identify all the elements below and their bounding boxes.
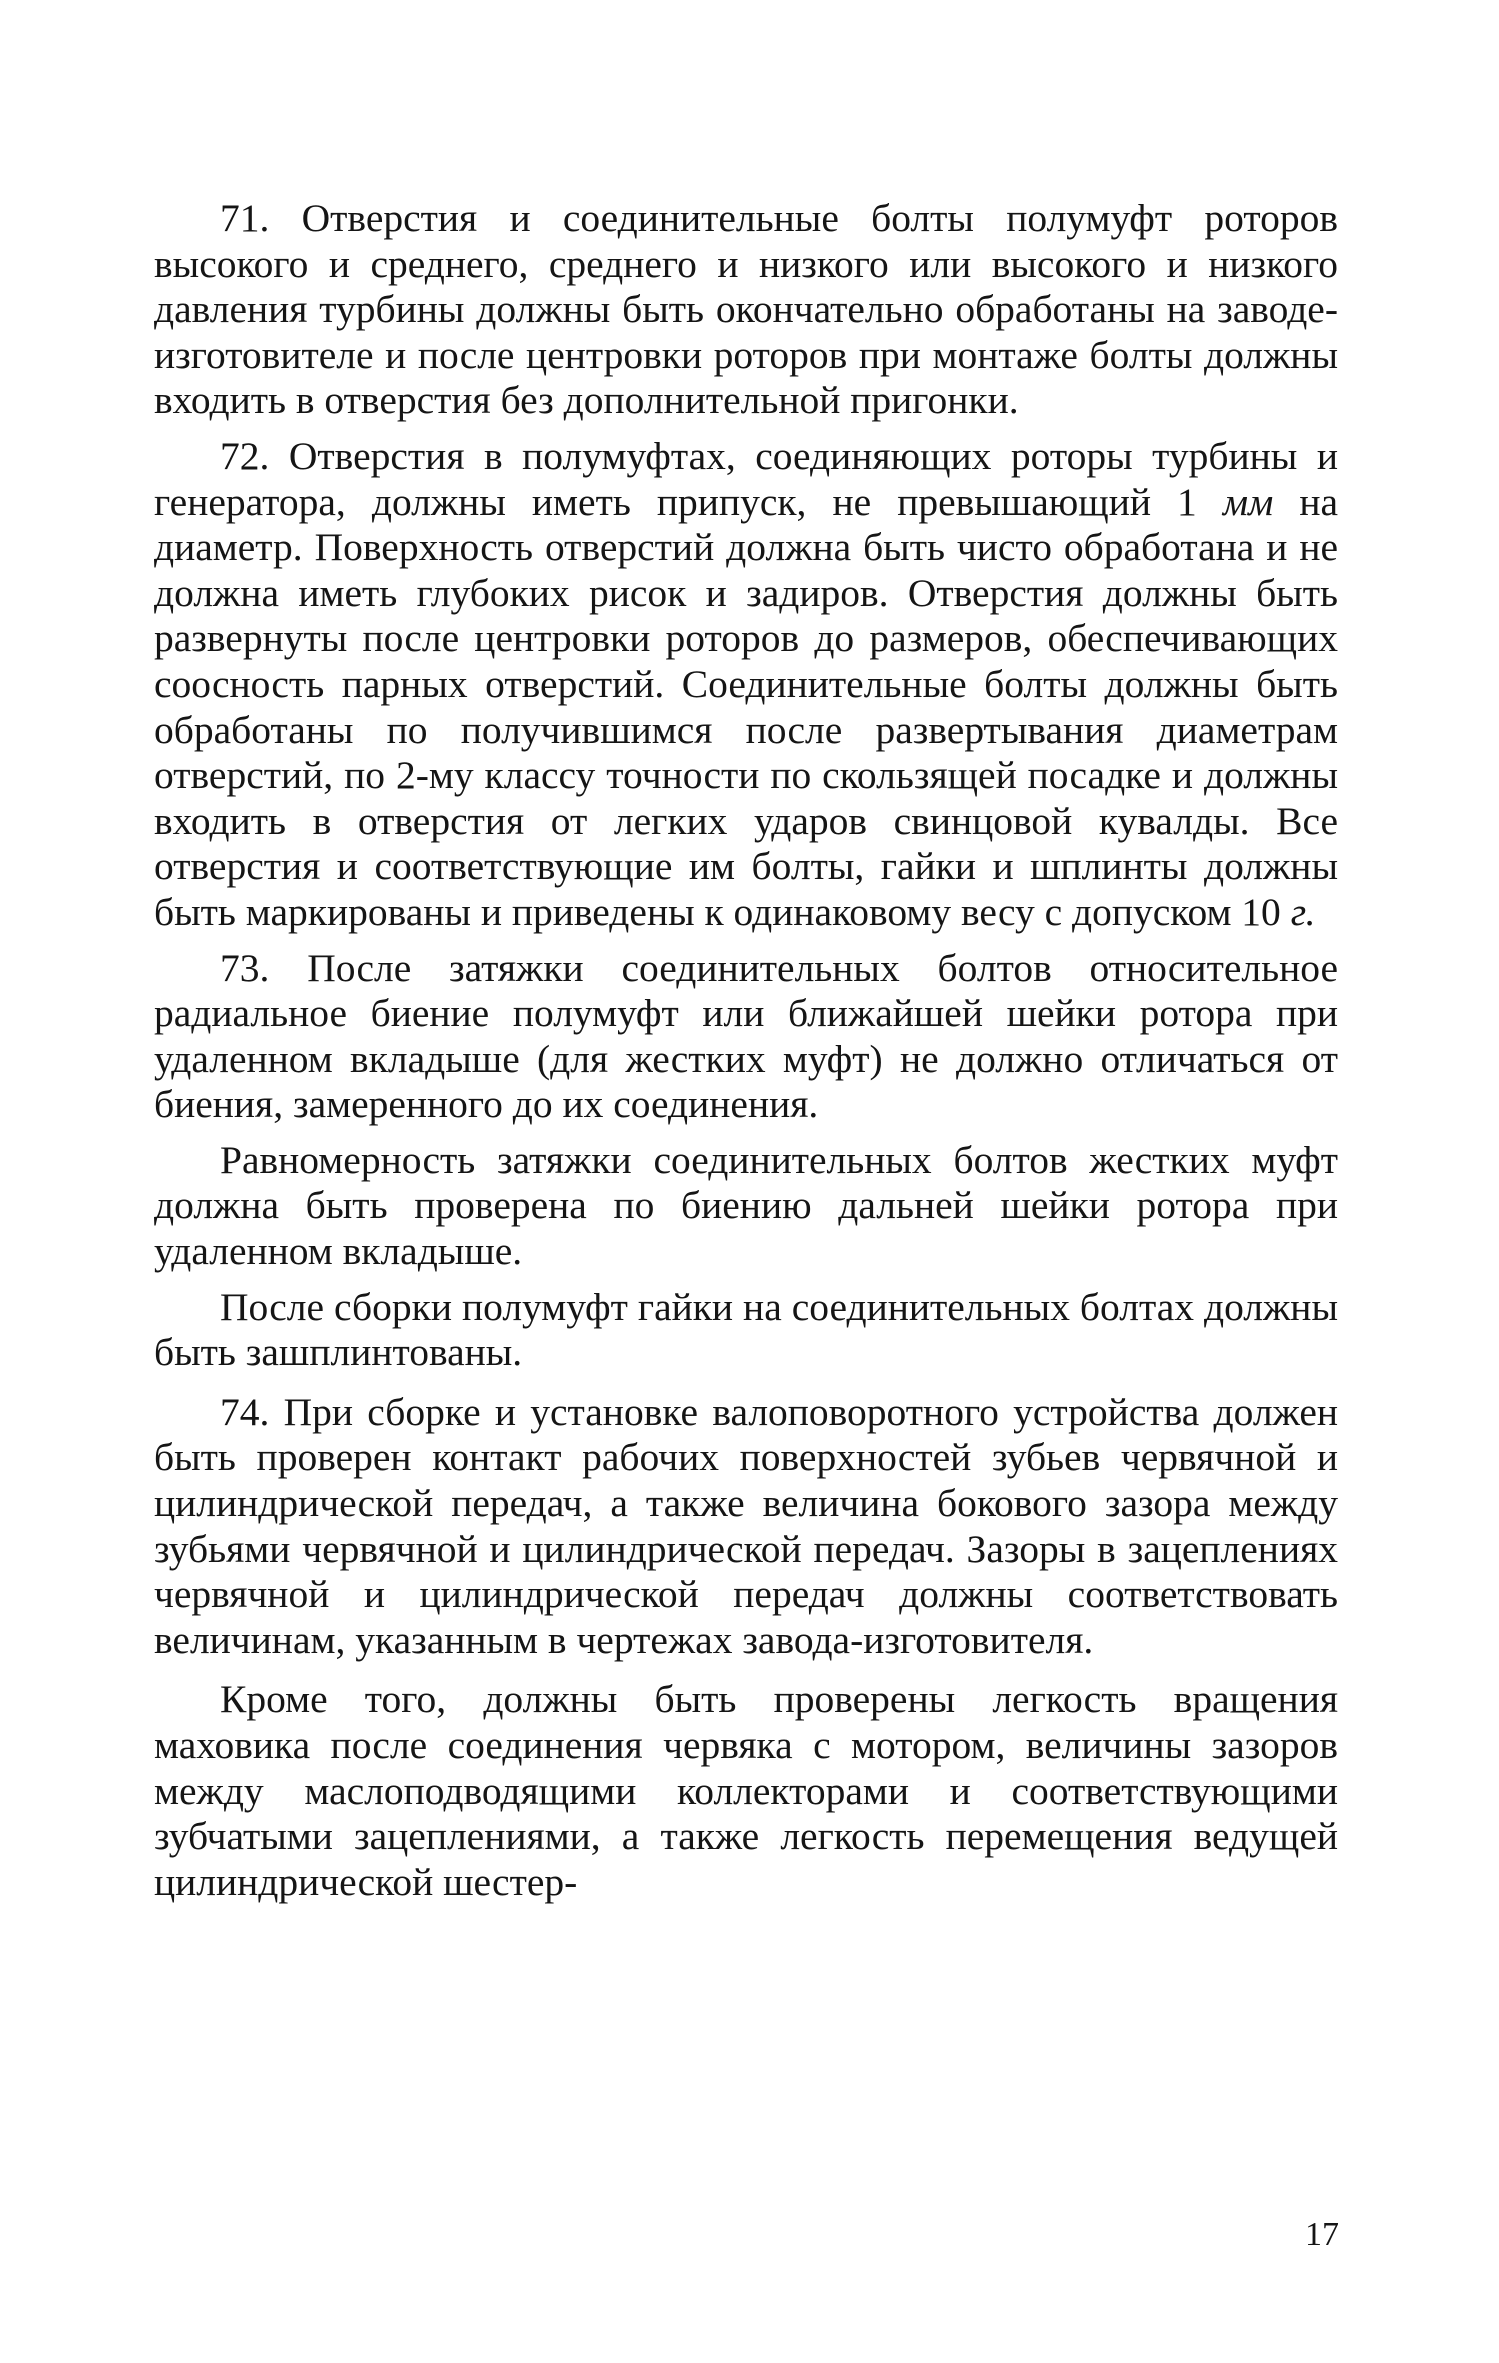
unit-mm: мм bbox=[1222, 479, 1274, 524]
page-number: 17 bbox=[1305, 2216, 1339, 2253]
paragraph-73-uniformity: Равномерность затяжки соединительных болтов жестких муфт должна быть проверена по биению дальней шейки ротора при удаленном вкладыше. bbox=[154, 1137, 1338, 1274]
paragraph-72-part-1: 72. Отверстия в полумуфтах, соединяющих роторы турбины и генератора, должны иметь припуск, не превышающий 1 bbox=[154, 433, 1338, 524]
unit-g: г. bbox=[1290, 889, 1316, 934]
paragraph-71: 71. Отверстия и соединительные болты полумуфт роторов высокого и среднего, среднего и низкого или высокого и низкого давления турбины должны быть окончательно обработаны на заводе-изготовителе и после центровки роторов при монтаже болты должны входить в отверстия без дополнительной пригонки. bbox=[154, 196, 1338, 423]
page-text-block bbox=[154, 196, 1338, 1905]
paragraph-73-cotter: После сборки полумуфт гайки на соединительных болтах должны быть зашплинтованы. bbox=[154, 1284, 1338, 1375]
paragraph-72-part-2: на диаметр. Поверхность отверстий должна быть чисто обработана и не должна иметь глубоких рисок и задиров. Отверстия должны быть развернуты после центровки роторов до размеров, обеспечивающих соосность парных отверстий. Соединительные болты должны быть обработаны по получившимся после развертывания диаметрам отверстий, по 2-му классу точности по скользящей посадке и должны входить в отверстия от легких ударов свинцовой кувалды. Все отверстия и соответствующие им болты, гайки и шплинты должны быть маркированы и приведены к одинаковому весу с допуском 10 bbox=[154, 479, 1339, 934]
paragraph-74: 74. При сборке и установке валоповоротного устройства должен быть проверен контакт рабочих поверхностей зубьев червячной и цилиндрической передач, а также величина бокового зазора между зубьями червячной и цилиндрической передач. Зазоры в зацеплениях червячной и цилиндрической передач должны соответствовать величинам, указанным в чертежах завода-изготовителя. bbox=[154, 1389, 1338, 1662]
paragraph-72 bbox=[154, 434, 1338, 936]
paragraph-73: 73. После затяжки соединительных болтов относительное радиальное биение полумуфт или ближайшей шейки ротора при удаленном вкладыше (для жестких муфт) не должно отличаться от биения, замеренного до их соединения. bbox=[154, 945, 1338, 1127]
paragraph-74-more: Кроме того, должны быть проверены легкость вращения маховика после соединения червяка с мотором, величины зазоров между маслоподводящими коллекторами и соответствующими зубчатыми зацеплениями, а также легкость перемещения ведущей цилиндрической шестер- bbox=[154, 1677, 1338, 1904]
